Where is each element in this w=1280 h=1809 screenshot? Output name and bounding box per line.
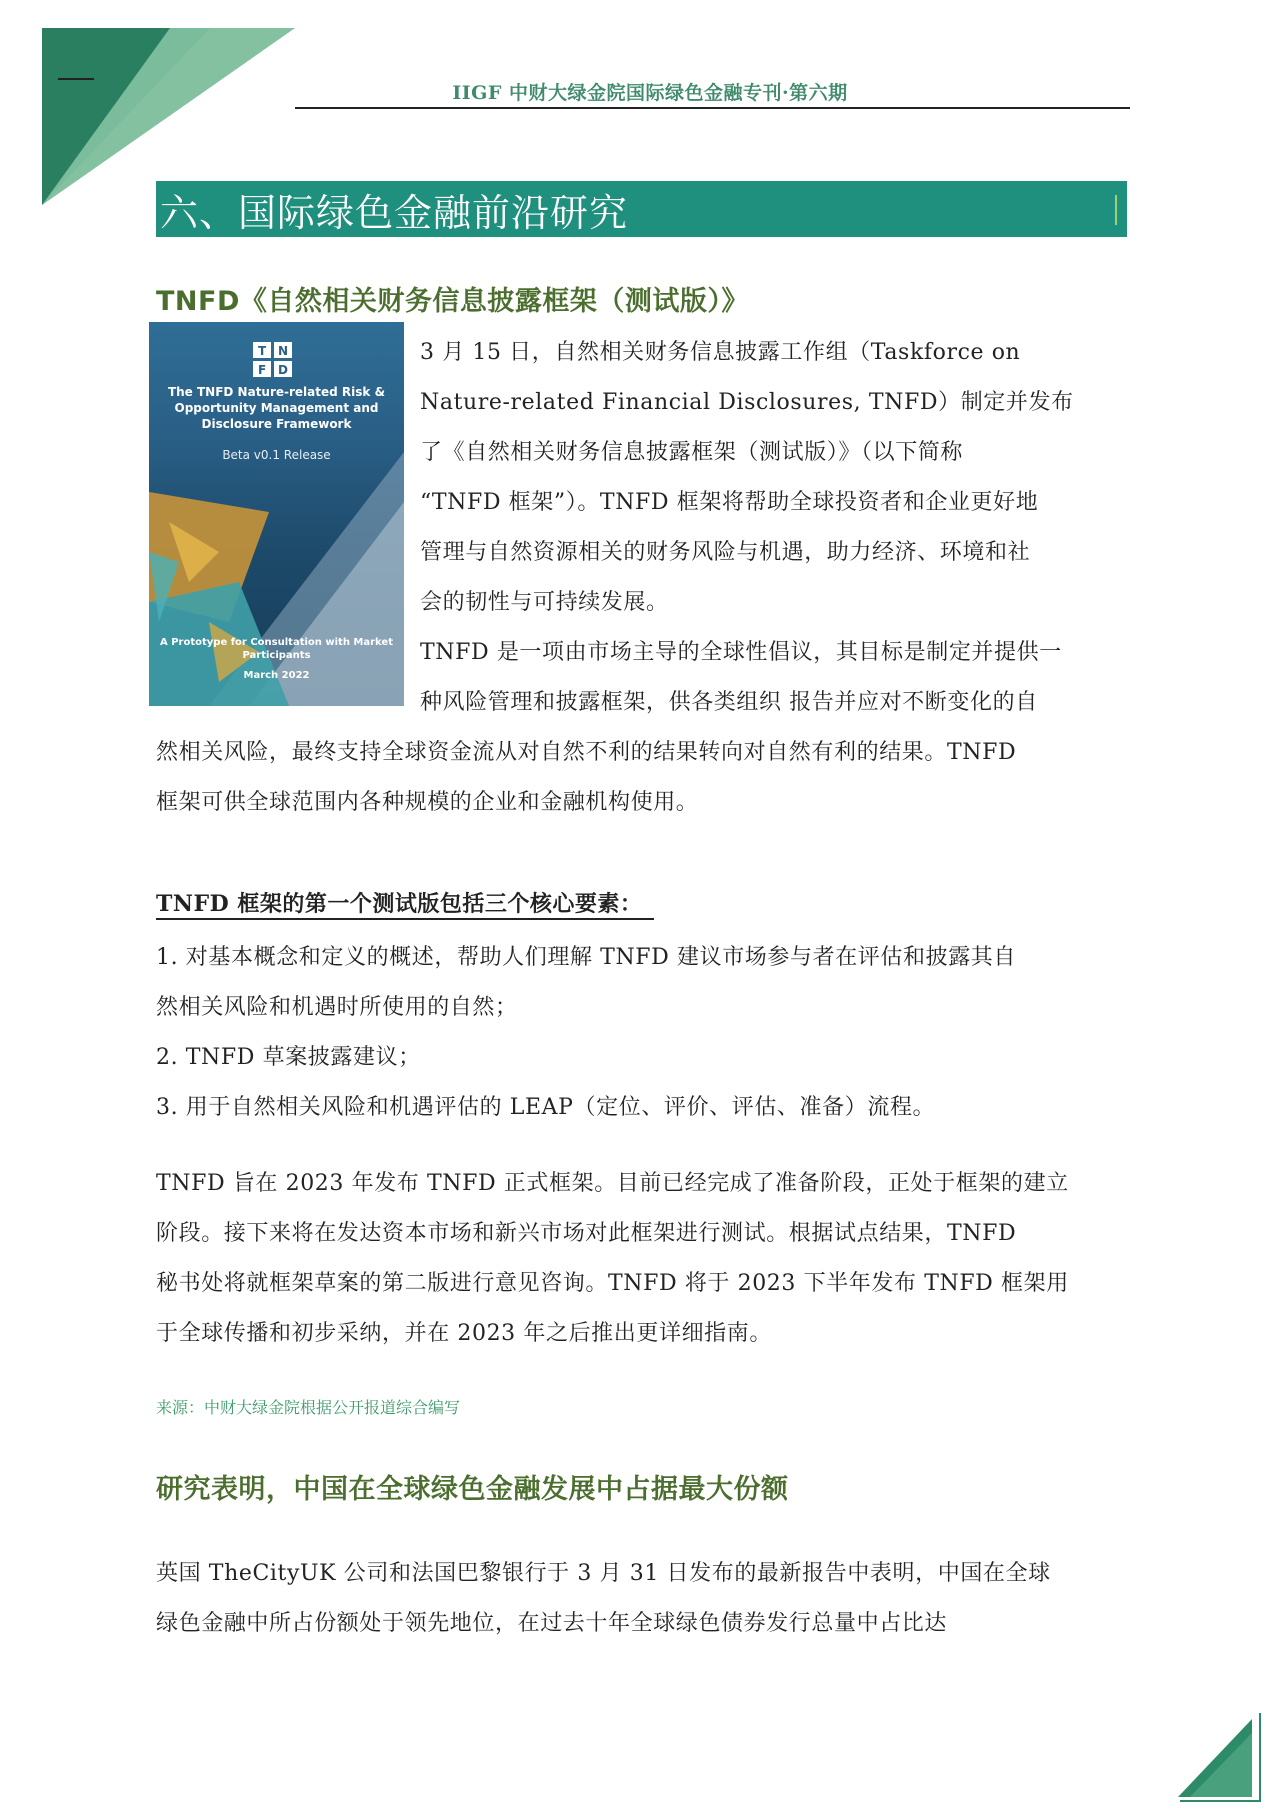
paragraph-china-share [156, 1549, 1051, 1649]
core-elements-list [156, 933, 1016, 1133]
article-heading-china-share: 研究表明，中国在全球绿色金融发展中占据最大份额 [156, 1474, 789, 1505]
text-line: 阶段。接下来将在发达资本市场和新兴市场对此框架进行测试。根据试点结果，TNFD [156, 1221, 1017, 1246]
corner-decoration-bottom-right [1160, 1689, 1280, 1809]
svg-text:N: N [278, 344, 289, 358]
text-line: Nature-related Financial Disclosures, TNFD）制定并发布 [420, 390, 1074, 415]
article-heading-tnfd: TNFD《自然相关财务信息披露框架（测试版）》 [156, 286, 749, 317]
header-rule [295, 107, 1130, 109]
cover-beta: Beta v0.1 Release [222, 448, 331, 462]
text-line: 会的韧性与可持续发展。 [420, 590, 669, 615]
text-line: TNFD 是一项由市场主导的全球性倡议，其目标是制定并提供一 [420, 640, 1062, 665]
text-line: 了《自然相关财务信息披露框架（测试版）》（以下简称 [420, 440, 964, 465]
source-note: 来源：中财大绿金院根据公开报道综合编写 [156, 1398, 461, 1417]
text-line: 绿色金融中所占份额处于领先地位，在过去十年全球绿色债券发行总量中占比达 [156, 1611, 948, 1636]
tnfd-logo-icon [253, 342, 293, 378]
header-title: IIGF 中财大绿金院国际绿色金融专刊·第六期 [452, 82, 848, 104]
text-line: 秘书处将就框架草案的第二版进行意见咨询。TNFD 将于 2023 下半年发布 TNFD 框架用 [156, 1271, 1069, 1296]
text-line: 英国 TheCityUK 公司和法国巴黎银行于 3 月 31 日发布的最新报告中表明，中国在全球 [156, 1561, 1051, 1586]
text-line: 管理与自然资源相关的财务风险与机遇，助力经济、环境和社 [420, 540, 1031, 565]
list-item: 2. TNFD 草案披露建议； [156, 1045, 421, 1070]
paragraph-intro [420, 328, 1074, 728]
svg-text:D: D [278, 363, 288, 377]
list-item: 然相关风险和机遇时所使用的自然； [156, 995, 518, 1020]
text-line: 然相关风险，最终支持全球资金流从对自然不利的结果转向对自然有利的结果。TNFD [156, 740, 1017, 765]
text-line: 框架可供全球范围内各种规模的企业和金融机构使用。 [156, 790, 699, 815]
banner-mark [1115, 195, 1117, 225]
section-title: 六、国际绿色金融前沿研究 [160, 190, 629, 235]
svg-text:T: T [258, 344, 267, 358]
corner-decoration-top-left [0, 0, 300, 210]
report-cover-image [149, 322, 404, 706]
text-line: 3 月 15 日，自然相关财务信息披露工作组（Taskforce on [420, 340, 1021, 365]
cover-title: The TNFD Nature-related Risk & Opportunity Management and Disclosure Framework [167, 385, 386, 431]
paragraph-intro-continued [156, 728, 1016, 828]
text-line: “TNFD 框架”）。TNFD 框架将帮助全球投资者和企业更好地 [420, 490, 1039, 515]
core-elements-subheading: TNFD 框架的第一个测试版包括三个核心要素： [156, 887, 654, 920]
list-item: 3. 用于自然相关风险和机遇评估的 LEAP（定位、评价、评估、准备）流程。 [156, 1095, 936, 1120]
section-banner [156, 181, 1127, 237]
cover-date: March 2022 [243, 670, 310, 681]
header-dash [58, 78, 94, 80]
text-line: TNFD 旨在 2023 年发布 TNFD 正式框架。目前已经完成了准备阶段，正处于框架的建立 [156, 1171, 1069, 1196]
paragraph-closing [156, 1159, 1069, 1359]
svg-text:F: F [258, 363, 267, 377]
text-line: 于全球传播和初步采纳，并在 2023 年之后推出更详细指南。 [156, 1321, 772, 1346]
list-item: 1. 对基本概念和定义的概述，帮助人们理解 TNFD 建议市场参与者在评估和披露其自 [156, 945, 1016, 970]
cover-subtitle: A Prototype for Consultation with Market Participants [159, 637, 393, 661]
text-line: 种风险管理和披露框架，供各类组织 报告并应对不断变化的自 [420, 690, 1038, 715]
